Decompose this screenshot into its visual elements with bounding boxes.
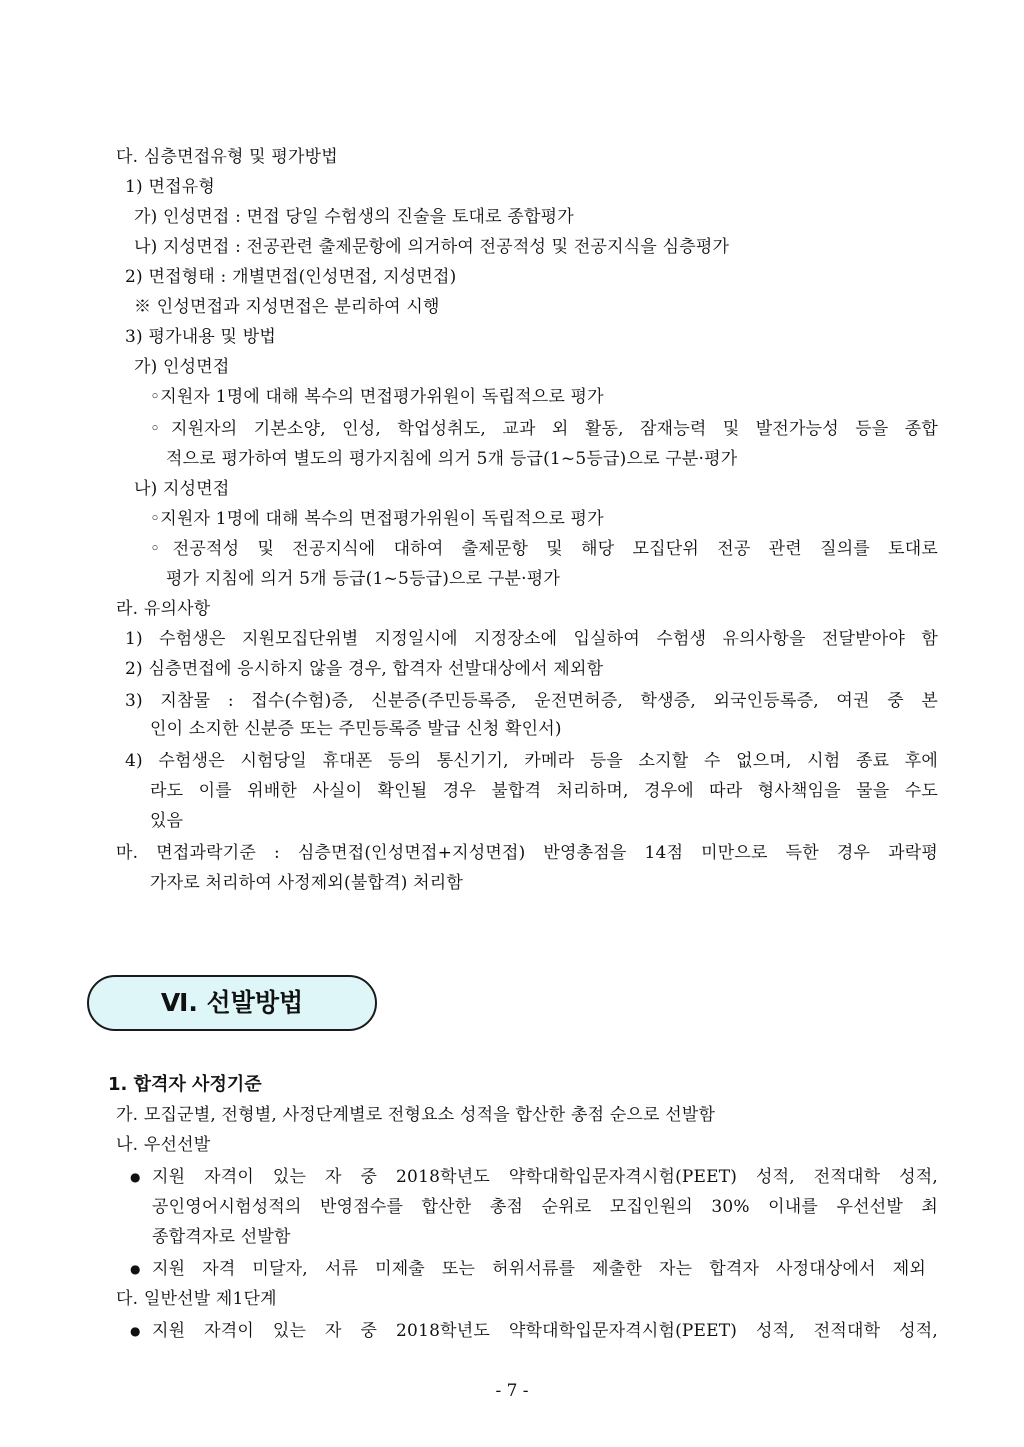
- priority-selection-bullet-1-line-2: 공인영어시험성적의 반영점수를 합산한 총점 순위로 모집인원의 30% 이내를 우선선발 최: [152, 1197, 938, 1217]
- bullet-icon: ●: [130, 1262, 141, 1276]
- item-personality-point-2-line-2: 적으로 평가하여 별도의 평가지침에 의거 5개 등급(1~5등급)으로 구분·평가: [166, 449, 738, 469]
- priority-selection-bullet-1-line-1: 지원 자격이 있는 자 중 2018학년도 약학대학입문자격시험(PEET) 성적, 전적대학 성적,: [152, 1167, 938, 1187]
- precaution-item-3-line-2: 인이 소지한 신분증 또는 주민등록증 발급 신청 확인서): [150, 719, 562, 739]
- precaution-item-4-line-2: 라도 이를 위배한 사실이 확인될 경우 불합격 처리하며, 경우에 따라 형사책임을 물을 수도: [150, 781, 938, 801]
- criteria-item-na: 나. 우선선발: [116, 1135, 211, 1155]
- chapter-title-box: [87, 975, 377, 1031]
- precaution-item-4-line-1: 4) 수험생은 시험당일 휴대폰 등의 통신기기, 카메라 등을 소지할 수 없으며, 시험 종료 후에: [125, 751, 938, 771]
- bullet-icon: ●: [130, 1170, 141, 1184]
- item-interview-format: 2) 면접형태 : 개별면접(인성면접, 지성면접): [125, 267, 457, 287]
- item-intellectual-point-1: ◦지원자 1명에 대해 복수의 면접평가위원이 독립적으로 평가: [150, 509, 604, 529]
- criteria-item-da: 다. 일반선발 제1단계: [116, 1289, 277, 1309]
- item-intellectual-subheading: 나) 지성면접: [134, 479, 230, 499]
- fail-criteria-line-1: 마. 면접과락기준 : 심층면접(인성면접+지성면접) 반영총점을 14점 미만으로 득한 경우 과락평: [116, 843, 938, 863]
- bullet-icon: ●: [130, 1324, 141, 1338]
- item-intellectual-interview: 나) 지성면접 : 전공관련 출제문항에 의거하여 전공적성 및 전공지식을 심층평가: [134, 237, 730, 257]
- item-interview-type: 1) 면접유형: [125, 177, 215, 197]
- item-intellectual-point-2-line-1: ◦전공적성 및 전공지식에 대하여 출제문항 및 해당 모집단위 전공 관련 질의를 토대로: [150, 539, 938, 559]
- note-separate-interviews: ※ 인성면접과 지성면접은 분리하여 시행: [134, 297, 440, 317]
- priority-selection-bullet-1-line-3: 종합격자로 선발함: [152, 1227, 291, 1247]
- section-heading-precautions: 라. 유의사항: [116, 599, 211, 619]
- precaution-item-3-line-1: 3) 지참물 : 접수(수험)증, 신분증(주민등록증, 운전면허증, 학생증, 외국인등록증, 여권 중 본: [125, 691, 938, 711]
- general-selection-bullet-1-line-1: 지원 자격이 있는 자 중 2018학년도 약학대학입문자격시험(PEET) 성적, 전적대학 성적,: [152, 1321, 938, 1341]
- item-intellectual-point-2-line-2: 평가 지침에 의거 5개 등급(1~5등급)으로 구분·평가: [166, 569, 560, 589]
- page-number: - 7 -: [495, 1381, 529, 1401]
- precaution-item-2: 2) 심층면접에 응시하지 않을 경우, 합격자 선발대상에서 제외함: [125, 659, 604, 679]
- criteria-item-ga: 가. 모집군별, 전형별, 사정단계별로 전형요소 성적을 합산한 총점 순으로 선발함: [116, 1105, 716, 1125]
- fail-criteria-line-2: 가자로 처리하여 사정제외(불합격) 처리함: [150, 873, 464, 893]
- precaution-item-1: 1) 수험생은 지원모집단위별 지정일시에 지정장소에 입실하여 수험생 유의사항을 전달받아야 함: [125, 629, 938, 649]
- item-evaluation-method: 3) 평가내용 및 방법: [125, 327, 277, 347]
- item-personality-subheading: 가) 인성면접: [134, 357, 230, 377]
- chapter-title: Ⅵ. 선발방법: [160, 988, 304, 1017]
- priority-selection-bullet-2: 지원 자격 미달자, 서류 미제출 또는 허위서류를 제출한 자는 합격자 사정대상에서 제외: [152, 1259, 926, 1279]
- item-personality-point-2-line-1: ◦지원자의 기본소양, 인성, 학업성취도, 교과 외 활동, 잠재능력 및 발전가능성 등을 종합: [150, 419, 938, 439]
- precaution-item-4-line-3: 있음: [150, 811, 184, 831]
- criteria-heading: 1. 합격자 사정기준: [108, 1074, 262, 1095]
- item-personality-point-1: ◦지원자 1명에 대해 복수의 면접평가위원이 독립적으로 평가: [150, 387, 604, 407]
- item-personality-interview: 가) 인성면접 : 면접 당일 수험생의 진술을 토대로 종합평가: [134, 207, 574, 227]
- section-heading-interview-type: 다. 심층면접유형 및 평가방법: [116, 147, 338, 167]
